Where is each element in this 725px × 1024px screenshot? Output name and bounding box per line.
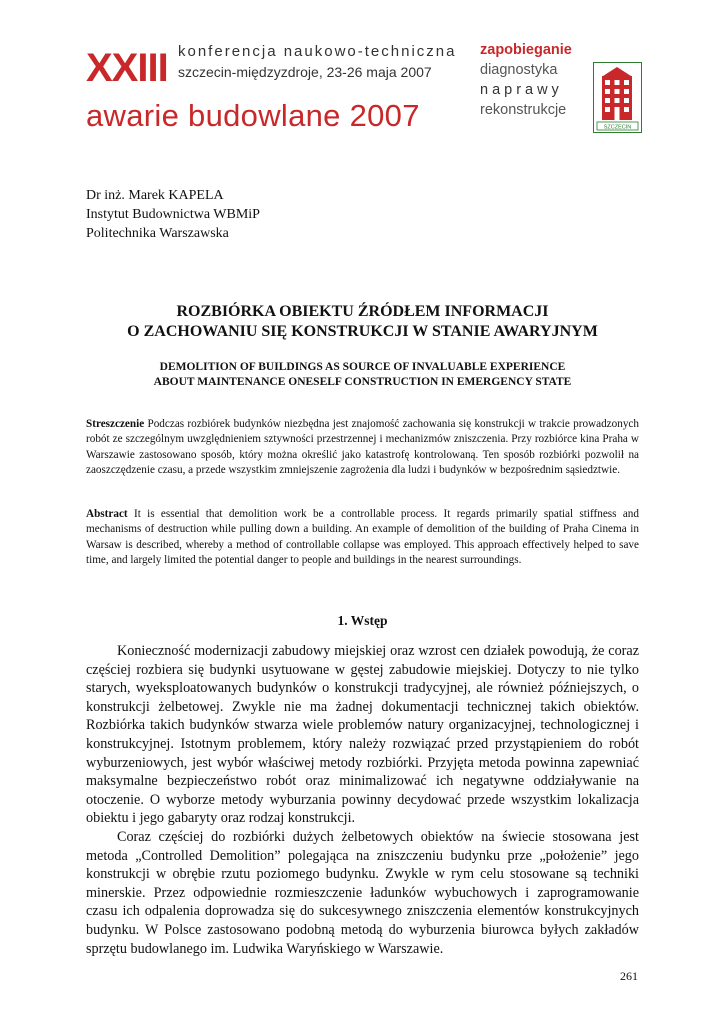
body-paragraph-1: Konieczność modernizacji zabudowy miejskiej oraz wzrost cen działek powodują, że coraz częściej rozbiera się budynki usytuowane w gęstej zabudowie miejskiej. Dotyczy to nie tylko starych, wyeksploatowanych budynków o konstrukcji tradycyjnej, ale również późniejszych, o konstrukcji żelbetowej. Zwykle nie ma żadnej dokumentacji technicznej takich obiektów. Rozbiórka takich budynków stwarza wiele problemów natury organizacyjnej, technologicznej i konstrukcyjnej. Istotnym problemem, który należy rozwiązać przed przystąpieniem do robót wyburzeniowych, jest wybór właściwej metody rozbiórki. Przyjęta metoda powinna zapewniać maksymalne bezpieczeństwo robót oraz minimalizować ich negatywne oddziaływanie na otoczenie. O wyborze metody wyburzania powinny decydować przede wszystkim lokalizacja obiektu i jego gabaryty oraz rodzaj konstrukcji. [86, 643, 639, 827]
abstract-label: Abstract [86, 508, 128, 520]
title-en-line-2: ABOUT MAINTENANCE ONESELF CONSTRUCTION IN EMERGENCY STATE [153, 376, 572, 388]
keyword-diagnostics: diagnostyka [480, 62, 558, 78]
section-heading: 1. Wstęp [337, 613, 388, 628]
conference-place-date: szczecin-międzyzdroje, 23-26 maja 2007 [178, 64, 432, 80]
keyword-repairs: naprawy [480, 82, 563, 98]
conference-number: XXIII [86, 46, 168, 90]
logo-text: SZCZECIN [603, 124, 632, 131]
title-pl-line-2: O ZACHOWANIU SIĘ KONSTRUKCJI W STANIE AWARYJNYM [127, 323, 598, 340]
keyword-prevention: zapobieganie [480, 42, 572, 58]
paper-title-polish [86, 302, 639, 342]
page-number: 261 [620, 969, 638, 983]
author-university: Politechnika Warszawska [86, 226, 229, 241]
paper-title-english [86, 360, 639, 390]
keyword-reconstruction: rekonstrukcje [480, 102, 567, 118]
body-paragraph-2: Coraz częściej do rozbiórki dużych żelbetowych obiektów na świecie stosowana jest metoda „Controlled Demolition” polegająca na zniszczeniu budynku prze „położenie” jego konstrukcji w obrębie rzutu poziomego budynku. Zwykle w rym celu stosowane są techniki minerskie. Przez odpowiednie rozmieszczenie ładunków wybuchowych i zaprogramowanie czasu ich odpalenia doprowadza się do sukcesywnego zniszczenia elementów konstrukcyjnych budynku. W Polsce zastosowano podobną metodą do wyburzenia biurowca byłych zakładów sprzętu budowlanego im. Ludwika Waryńskiego w Warszawie. [86, 828, 639, 957]
author-institute: Instytut Budownictwa WBMiP [86, 207, 260, 222]
streszczenie-text: Podczas rozbiórek budynków niezbędna jest znajomość zachowania się konstrukcji w trakcie prowadzonych robót ze szczególnym uwzględnieniem sztywności przestrzennej i mechanizmów zniszczenia. Przy rozbiórce kina Praha w Warszawie zastosowano sposób, który można określić jako katastrofę kontrolowaną. Ten sposób rozbiórki pozwolił na zaoszczędzenie czasu, a przede wszystkim zmniejszenie zagrożenia dla ludzi i budynków w bezpośrednim sąsiedztwie. [86, 418, 639, 477]
title-en-line-1: DEMOLITION OF BUILDINGS AS SOURCE OF INVALUABLE EXPERIENCE [159, 361, 566, 373]
section-body [86, 642, 639, 958]
abstract-text: It is essential that demolition work be a controllable process. It regards primarily spatial stiffness and mechanisms of destruction while pulling down a building. An example of demolition of the building of Praha Cinema in Warsaw is described, whereby a method of controllable collapse was employed. This approach effectively helped to save time, and largely limited the potential danger to people and buildings in the nearest surroundings. [86, 508, 639, 567]
abstract-paragraph [86, 507, 639, 569]
conference-subtitle: konferencja naukowo-techniczna [178, 43, 457, 60]
streszczenie-paragraph [86, 417, 639, 479]
title-pl-line-1: ROZBIÓRKA OBIEKTU ŹRÓDŁEM INFORMACJI [176, 303, 549, 320]
conference-title: awarie budowlane 2007 [86, 98, 420, 133]
streszczenie-label: Streszczenie [86, 418, 145, 430]
author-block [86, 186, 260, 243]
building-logo-icon [593, 62, 642, 133]
author-name: Dr inż. Marek KAPELA [86, 188, 224, 203]
